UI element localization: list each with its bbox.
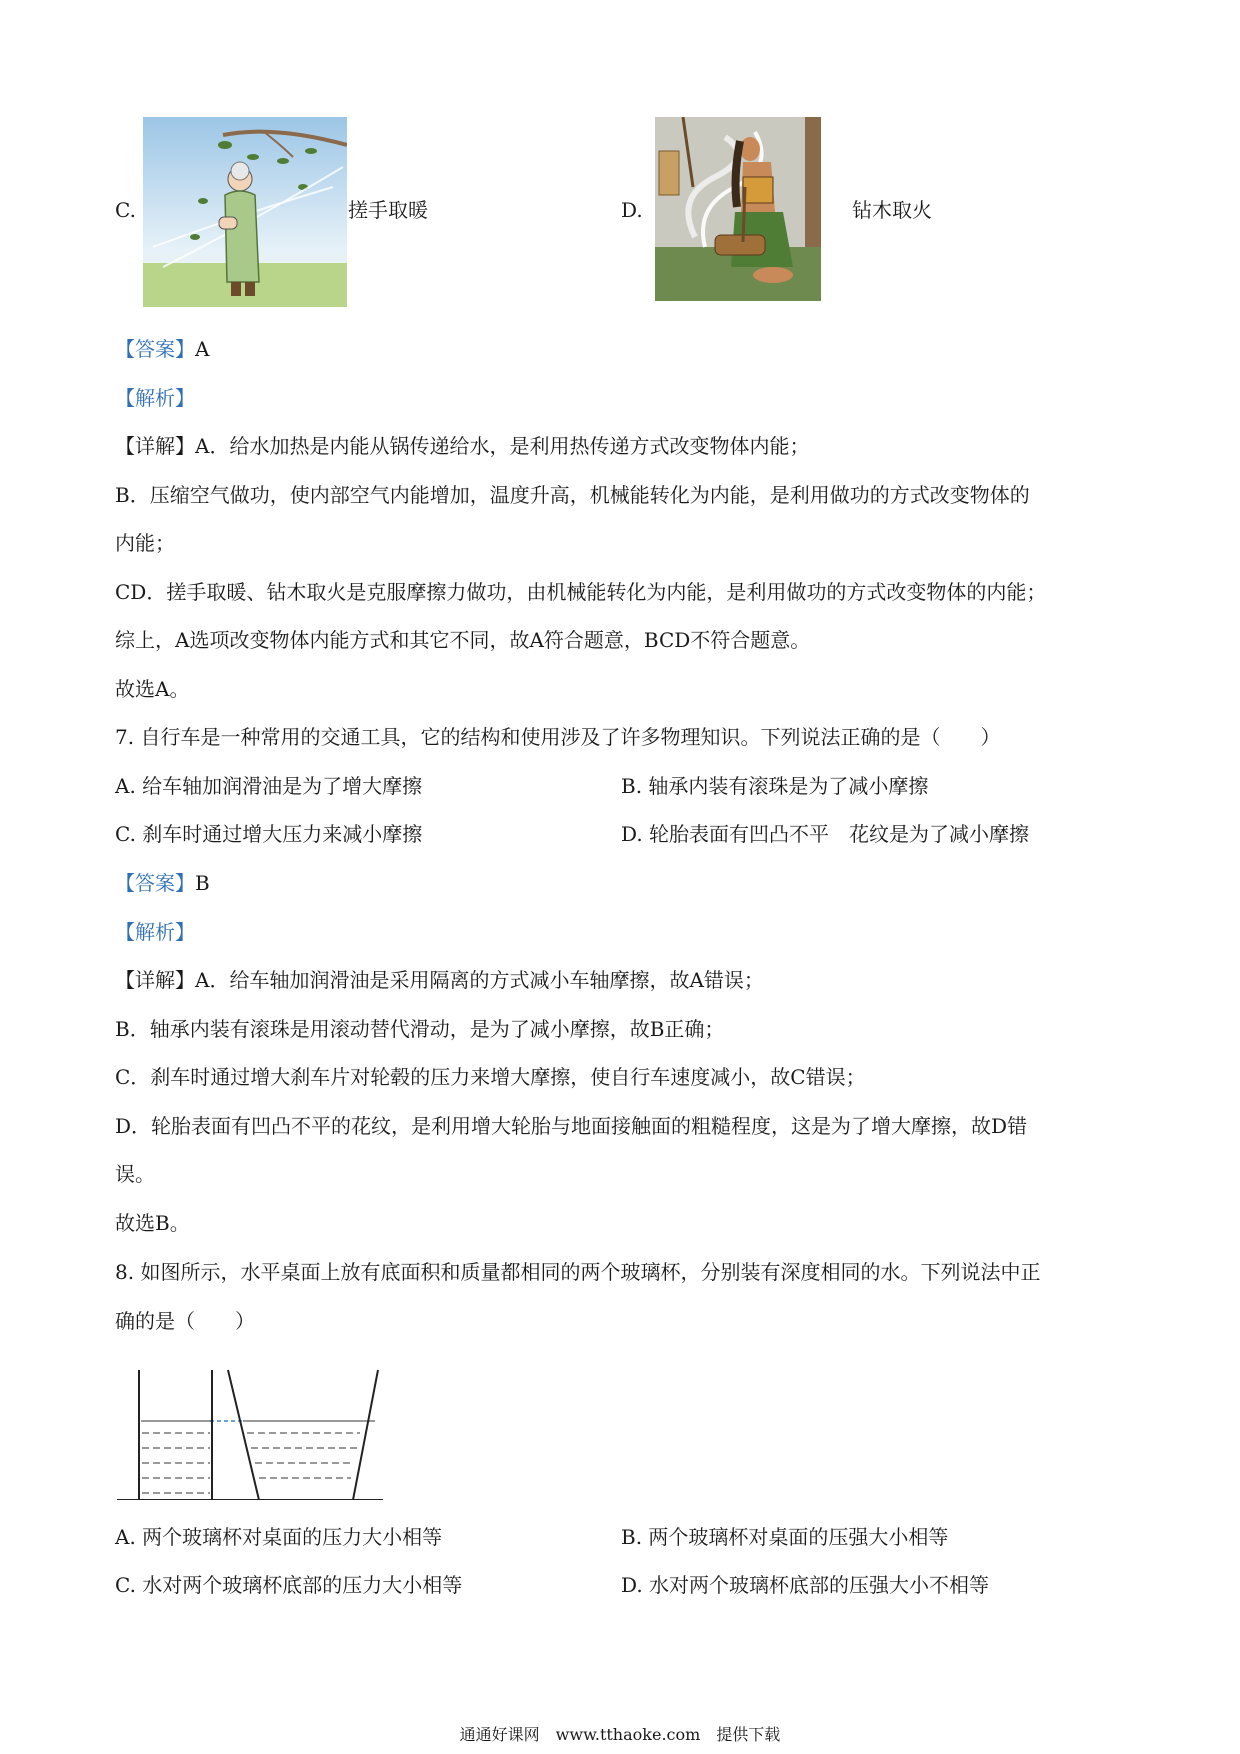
q7-option-d: D. 轮胎表面有凹凸不平 花纹是为了减小摩擦 xyxy=(621,822,1030,846)
answer-line-q6 xyxy=(115,337,209,361)
q7-detail-line-3: C．刹车时通过增大刹车片对轮毂的压力来增大摩擦，使自行车速度减小，故C错误； xyxy=(115,1065,866,1089)
q8-option-d: D. 水对两个玻璃杯底部的压强大小不相等 xyxy=(621,1573,990,1597)
answer-value: B xyxy=(195,871,210,895)
detail-tag: 【详解】 xyxy=(115,968,195,992)
analysis-tag: 【解析】 xyxy=(115,386,195,410)
q7-detail-line-6: 故选B。 xyxy=(115,1211,190,1235)
q7-detail-line-4: D．轮胎表面有凹凸不平的花纹，是利用增大轮胎与地面接触面的粗糙程度，这是为了增大摩擦，故D错 xyxy=(115,1114,1028,1138)
answer-line-q7 xyxy=(115,871,210,895)
detail-text: A．给车轴加润滑油是采用隔离的方式减小车轴摩擦，故A错误； xyxy=(195,968,764,992)
detail-line-4: CD．搓手取暖、钻木取火是克服摩擦力做功，由机械能转化为内能，是利用做功的方式改变物体的内能； xyxy=(115,580,1047,604)
detail-line-2: B．压缩空气做功，使内部空气内能增加，温度升高，机械能转化为内能，是利用做功的方式改变物体的 xyxy=(115,483,1030,507)
footer-watermark: 通通好课网 www.tthaoke.com 提供下载 xyxy=(459,1725,781,1744)
detail-text: A．给水加热是内能从锅传递给水，是利用热传递方式改变物体内能； xyxy=(195,434,810,458)
answer-tag: 【答案】 xyxy=(115,337,195,361)
question-8-stem-line-2: 确的是（ ） xyxy=(115,1309,255,1333)
q7-detail-line-1 xyxy=(115,968,764,992)
drilling-wood-fire-illustration xyxy=(655,117,821,301)
option-c-caption: 搓手取暖 xyxy=(348,198,428,222)
detail-line-3: 内能； xyxy=(115,531,175,555)
two-glasses-diagram xyxy=(113,1360,388,1500)
question-8-stem-line-1: 8. 如图所示，水平桌面上放有底面积和质量都相同的两个玻璃杯，分别装有深度相同的水。下列说法中正 xyxy=(115,1260,1041,1284)
question-7-stem: 7. 自行车是一种常用的交通工具，它的结构和使用涉及了许多物理知识。下列说法正确的是（ ） xyxy=(115,725,1001,749)
q8-option-a: A. 两个玻璃杯对桌面的压力大小相等 xyxy=(115,1525,443,1549)
q7-detail-line-2: B．轴承内装有滚珠是用滚动替代滑动，是为了减小摩擦，故B正确； xyxy=(115,1017,725,1041)
analysis-tag: 【解析】 xyxy=(115,920,195,944)
answer-value: A xyxy=(195,337,210,361)
q7-option-b: B. 轴承内装有滚珠是为了减小摩擦 xyxy=(621,774,929,798)
option-d-label: D. xyxy=(621,198,643,222)
detail-line-6: 故选A。 xyxy=(115,677,190,701)
q8-option-b: B. 两个玻璃杯对桌面的压强大小相等 xyxy=(621,1525,949,1549)
q7-option-c: C. 刹车时通过增大压力来减小摩擦 xyxy=(115,822,423,846)
q7-option-a: A. 给车轴加润滑油是为了增大摩擦 xyxy=(115,774,423,798)
q7-detail-line-5: 误。 xyxy=(115,1162,155,1186)
detail-line-5: 综上，A选项改变物体内能方式和其它不同，故A符合题意，BCD不符合题意。 xyxy=(115,628,811,652)
option-c-label: C. xyxy=(115,198,136,222)
q8-option-c: C. 水对两个玻璃杯底部的压力大小相等 xyxy=(115,1573,463,1597)
answer-tag: 【答案】 xyxy=(115,871,195,895)
detail-tag: 【详解】 xyxy=(115,434,195,458)
rubbing-hands-illustration xyxy=(143,117,347,307)
option-d-caption: 钻木取火 xyxy=(852,198,932,222)
detail-line-1 xyxy=(115,434,809,458)
